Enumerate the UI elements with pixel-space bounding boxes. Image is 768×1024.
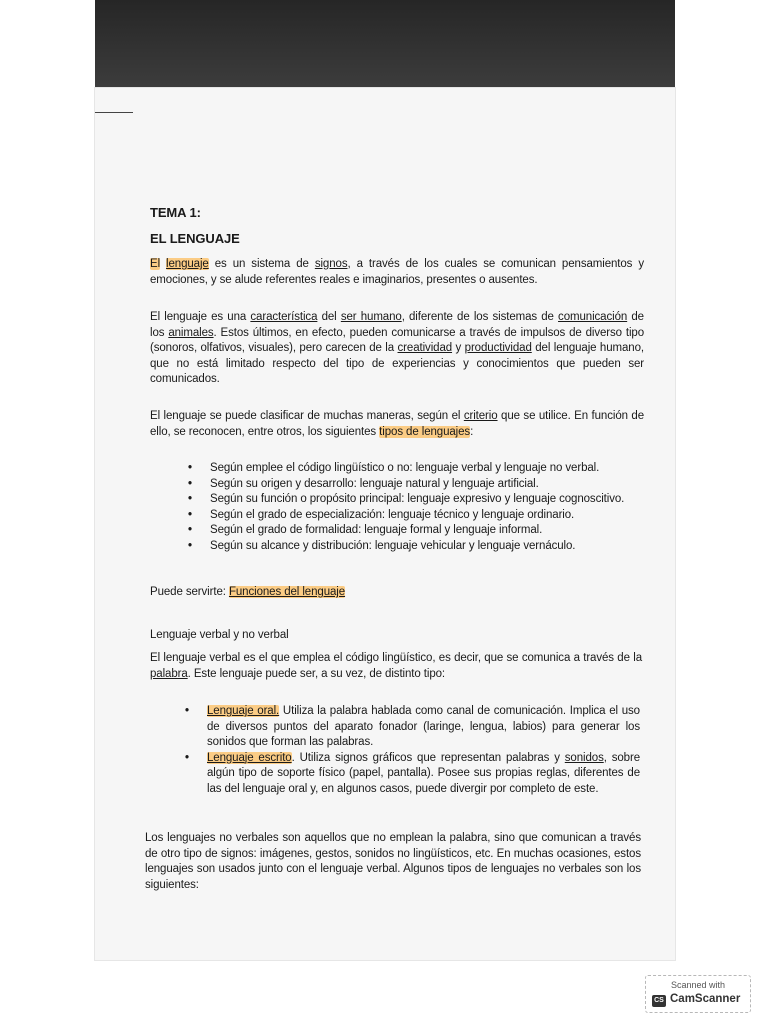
- page-title: EL LENGUAJE: [150, 231, 240, 246]
- text: El lenguaje se puede clasificar de muchas maneras, según el: [150, 410, 464, 422]
- hl-el: El: [150, 258, 161, 270]
- text: del: [317, 311, 341, 323]
- text: . Estos últimos, en efecto, pueden comunicarse a través de impulsos de diverso tipo (sonoros, olfativos, visuales), pero carecen de la: [150, 326, 645, 354]
- u-creatividad: creatividad: [397, 342, 453, 354]
- paragraph-verbal: [150, 651, 642, 682]
- list-item: • Según su origen y desarrollo: lenguaje natural y lenguaje artificial.: [210, 477, 640, 493]
- u-ser-humano: ser humano: [340, 311, 402, 323]
- u-caracteristica: característica: [250, 311, 318, 323]
- paragraph-clasificacion: [150, 409, 644, 440]
- hl-lenguaje: lenguaje: [166, 258, 209, 270]
- text: que se utilice. En función de ello, se reconocen, entre otros, los siguientes: [150, 410, 645, 438]
- text: El lenguaje es una: [150, 311, 251, 323]
- u-criterio: criterio: [463, 410, 498, 422]
- list-item: • Según el grado de especialización: lenguaje técnico y lenguaje ordinario.: [210, 508, 640, 524]
- paragraph-no-verbal: Los lenguajes no verbales son aquellos que no emplean la palabra, sino que comunican a través de otro tipo de signos: imágenes, gestos, sonidos no lingüísticos, etc. En muchas ocasiones, estos lenguajes son usados junto con el lenguaje verbal. Algunos tipos de lenguajes no verbales son los siguientes:: [145, 832, 641, 891]
- text: . Utiliza signos gráficos que representan palabras y: [291, 751, 565, 764]
- badge-app-name: CamScanner: [670, 993, 741, 1005]
- scan-dark-top: [95, 0, 675, 90]
- text: El lenguaje verbal es el que emplea el código lingüístico, es decir, que se comunica a través de la: [150, 652, 642, 664]
- text: de los: [150, 311, 644, 339]
- hl-tipos-de-lenguajes: tipos de lenguajes: [379, 425, 471, 438]
- camscanner-logo-icon: CS: [652, 995, 666, 1007]
- u-signos: signos: [314, 258, 348, 270]
- list-item-escrito: [207, 751, 640, 798]
- list-item: • Según emplee el código lingüístico o no: lenguaje verbal y lenguaje no verbal.: [210, 461, 640, 477]
- text: es un sistema de: [208, 258, 315, 270]
- types-list: [210, 461, 640, 554]
- text: . Este lenguaje puede ser, a su vez, de distinto tipo:: [187, 667, 446, 680]
- puede-servirte: [150, 585, 345, 601]
- text: , a través de los cuales se comunican pensamientos y emociones, y se alude referentes reales e imaginarios, presentes o ausentes.: [150, 258, 644, 286]
- paragraph-definition: [150, 257, 644, 288]
- u-animales: animales: [168, 326, 214, 339]
- funciones-link[interactable]: Funciones del lenguaje: [228, 586, 346, 598]
- badge-scanned-text: Scanned with: [670, 980, 726, 990]
- text: :: [470, 425, 474, 438]
- u-sonidos: sonidos: [564, 751, 604, 764]
- list-item-oral: [207, 704, 640, 751]
- list-item: • Según el grado de formalidad: lenguaje formal y lenguaje informal.: [210, 523, 640, 539]
- list-item: • Según su alcance y distribución: lenguaje vehicular y lenguaje vernáculo.: [210, 539, 640, 555]
- text: del lenguaje humano, que no está limitado respecto del tipo de experiencias y conocimientos que pueden ser comunicados.: [150, 342, 644, 385]
- text: , sobre algún tipo de soporte físico (papel, pantalla). Posee sus propias reglas, diferentes de las del lenguaje oral y, en algunos casos, puede divergir por completo de este.: [207, 751, 640, 795]
- list-item: • Según su función o propósito principal: lenguaje expresivo y lenguaje cognoscitivo.: [210, 492, 640, 508]
- text: Puede servirte:: [150, 586, 229, 598]
- camscanner-badge: [645, 975, 751, 1013]
- u-palabra: palabra: [150, 667, 188, 680]
- verbal-types-list: [207, 704, 640, 797]
- page-edge-mark: [95, 112, 133, 113]
- u-comunicacion: comunicación: [558, 311, 628, 323]
- hl-lenguaje-oral: Lenguaje oral.: [207, 705, 280, 717]
- text: y: [452, 342, 465, 354]
- paragraph-caracteristica: [150, 310, 644, 388]
- text: , diferente de los sistemas de: [401, 311, 559, 323]
- tema-label: TEMA 1:: [150, 205, 201, 220]
- text: Utiliza la palabra hablada como canal de comunicación. Implica el uso de diversos puntos del aparato fonador (laringe, lengua, labios) para generar los sonidos que forman las palabras.: [207, 705, 640, 748]
- hl-lenguaje-escrito: Lenguaje escrito: [207, 751, 292, 764]
- section-subheading: Lenguaje verbal y no verbal: [150, 629, 289, 641]
- u-productividad: productividad: [464, 342, 532, 354]
